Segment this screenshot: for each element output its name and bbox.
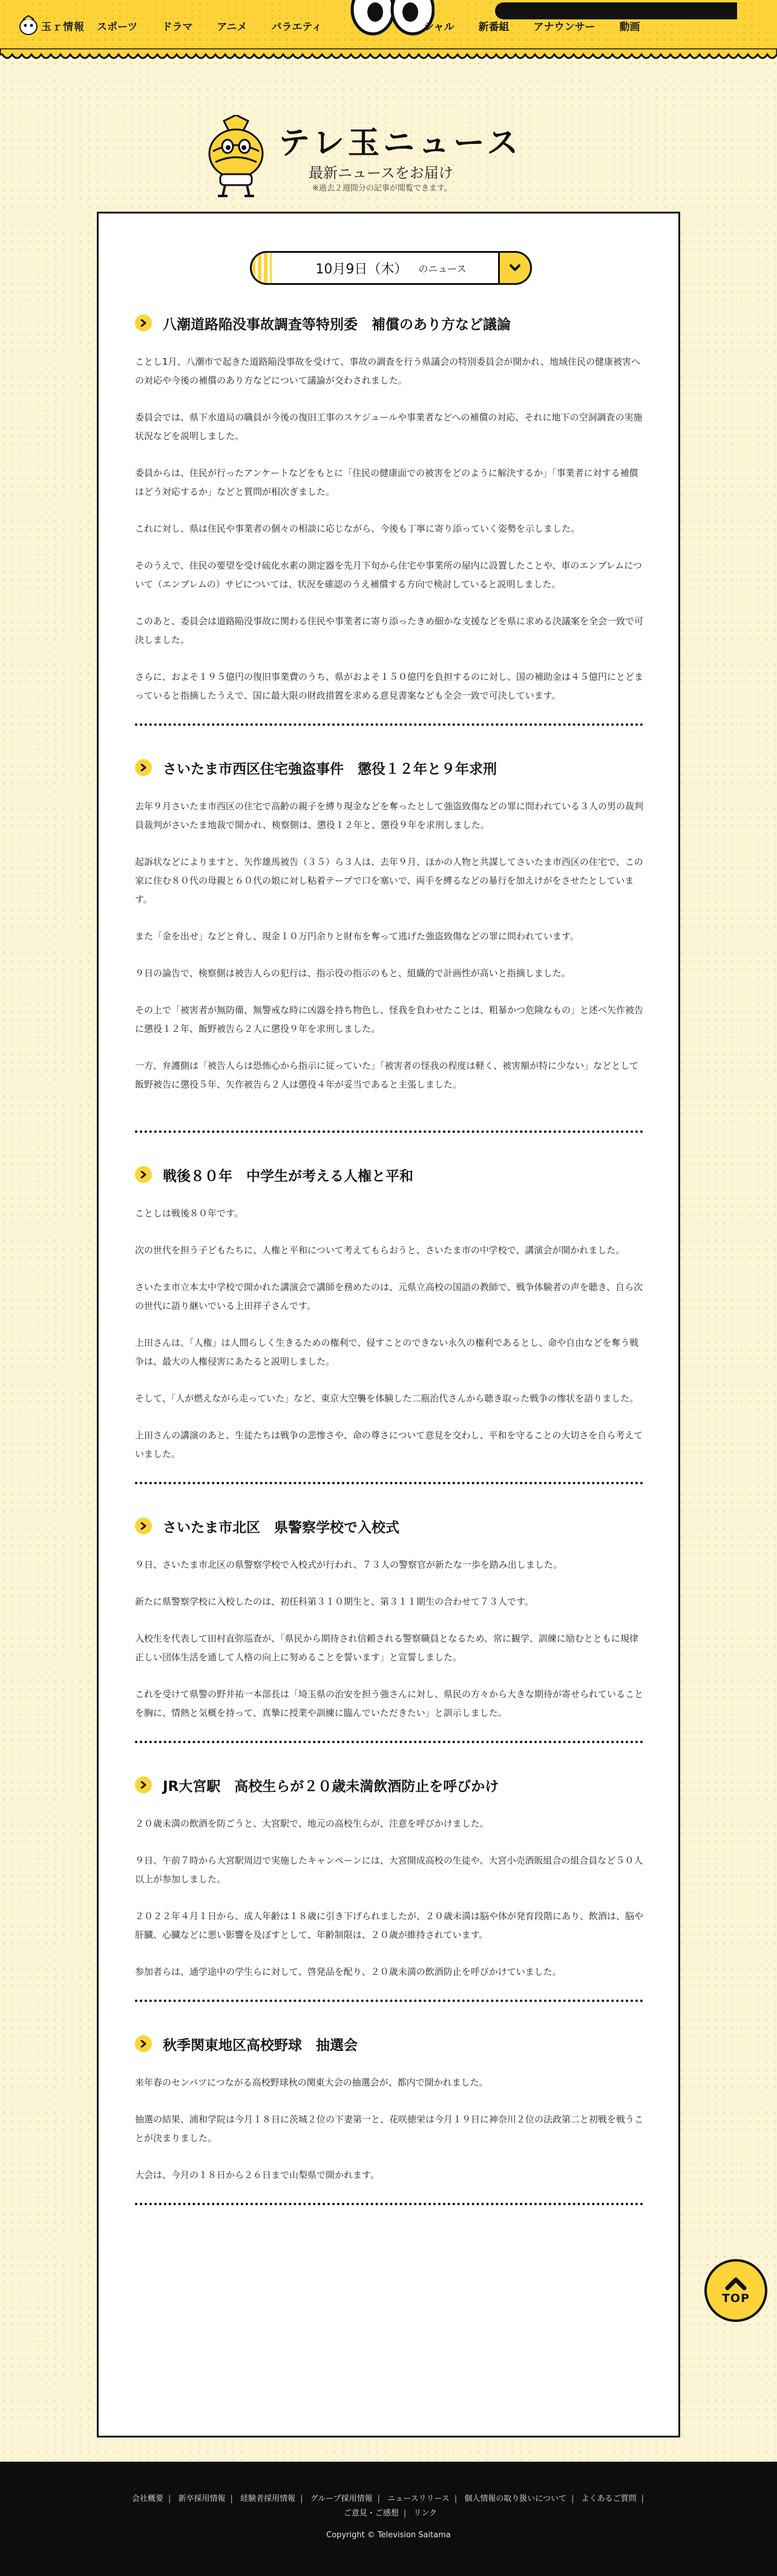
article-title: JR大宮駅 高校生らが２０歳未満飲酒防止を呼びかけ	[163, 1778, 499, 1795]
article-paragraph: 上田さんの講演のあと、生徒たちは戦争の悲惨さや、命の尊さについて意見を交わし、平和を守ることの大切さを自ら考えていました。	[135, 1430, 643, 1459]
news-panel	[97, 212, 680, 2437]
article-paragraph: このあと、委員会は道路陥没事故に関わる住民や事業者に寄り添ったきめ細かな支援などを県に求める決議案を全会一致で可決しました。	[135, 616, 644, 645]
article-paragraph: さらに、およそ１９５億円の復旧事業費のうち、県がおよそ１５０億円を負担するのに対し、国の補助金は４５億円にとどまっていると指摘したうえで、国に最大限の財政措置を求める意見書案なども全会一致で可決しています。	[135, 671, 644, 701]
chevron-right-bullet-icon	[135, 1166, 152, 1183]
article-paragraph: ことしは戦後８０年です。	[135, 1208, 243, 1219]
chevron-right-bullet-icon	[135, 759, 152, 776]
footer-link-group-recruit[interactable]: グループ採用情報	[310, 2494, 373, 2503]
article-paragraph: 去年９月さいたま市西区の住宅で高齢の親子を縛り現金などを奪ったとして強盗致傷などの罪に問われている３人の男の裁判員裁判がさいたま地裁で開かれ、検察側は、懲役１２年と、懲役９年を求刑しました。	[135, 801, 644, 830]
article-body	[135, 1815, 643, 1981]
article-paragraph: 上田さんは、「人権」は人間らしく生きるための権利で、侵すことのできない永久の権利であるとし、命や自由などを奪う戦争は、最大の人権侵害にあたると説明しました。	[135, 1337, 639, 1367]
nav-item-videos[interactable]: 動画	[619, 21, 640, 33]
nav-item-anime[interactable]: アニメ	[217, 21, 248, 33]
article-paragraph: 参加者らは、通学途中の学生らに対して、啓発品を配り、２０歳未満の飲酒防止を呼びかけていました。	[135, 1966, 562, 1977]
back-to-top-label: TOP	[721, 2292, 750, 2305]
article-paragraph: ２０２２年４月１日から、成人年齢は１８歳に引き下げられましたが、２０歳未満は脳や体が発育段階にあり、飲酒は、脳や肝臓、心臓などに悪い影響を及ぼすとして、年齢制限は、２０歳が維持されています。	[135, 1911, 644, 1940]
article-paragraph: 一方、弁護側は「被告人らは恐怖心から指示に従っていた」「被害者の怪我の程度は軽く、被害額が特に少ない」などとして飯野被告に懲役５年、矢作被告ら２人は懲役４年が妥当であると主張しました。	[135, 1060, 639, 1090]
news-article	[135, 310, 643, 726]
article-divider	[135, 2000, 643, 2002]
article-body	[135, 797, 643, 1094]
mascot-eyes-icon	[350, 0, 434, 36]
article-body	[135, 2073, 643, 2185]
article-divider	[135, 1130, 643, 1133]
article-paragraph: 次の世代を担う子どもたちに、人権と平和について考えてもらおうと、さいたま市の中学校で、講演会が開かれました。	[135, 1245, 625, 1256]
article-paragraph: 来年春のセンバツにつながる高校野球秋の関東大会の抽選会が、都内で開かれました。	[135, 2077, 488, 2088]
nav-item-drama[interactable]: ドラマ	[162, 21, 193, 33]
back-to-top-button[interactable]	[704, 2259, 767, 2322]
page-title-block	[200, 115, 539, 200]
date-dropdown-toggle[interactable]	[498, 251, 532, 285]
article-title: 戦後８０年 中学生が考える人権と平和	[163, 1168, 413, 1184]
article-paragraph: そして、「人が燃えながら走っていた」など、東京大空襲を体験した二瓶治代さんから聴き取った戦争の惨状を語りました。	[135, 1393, 639, 1404]
main-nav-right	[424, 18, 664, 33]
footer-link-links[interactable]: リンク	[413, 2509, 438, 2518]
article-title: さいたま市北区 県警察学校で入校式	[163, 1519, 399, 1536]
site-logo-text: 玉ｒ情報	[41, 21, 85, 33]
article-paragraph: ２０歳未満の飲酒を防ごうと、大宮駅で、地元の高校生らが、注意を呼びかけました。	[135, 1818, 489, 1829]
chevron-right-bullet-icon	[135, 1518, 152, 1534]
article-title: 八潮道路陥没事故調査等特別委 補償のあり方など議論	[163, 316, 511, 333]
copyright: Copyright © Television Saitama	[326, 2531, 451, 2540]
article-divider	[135, 1482, 643, 1484]
footer-link-news-release[interactable]: ニュースリリース	[387, 2494, 450, 2503]
site-logo[interactable]	[18, 13, 85, 37]
footer-separator: |	[571, 2494, 574, 2503]
article-header	[135, 2031, 643, 2056]
nav-item-new-programs[interactable]: 新番組	[478, 21, 510, 33]
nav-item-variety[interactable]: バラエティ	[271, 21, 323, 33]
news-article	[135, 1162, 643, 1484]
footer-separator: |	[300, 2494, 303, 2503]
page-note: ※過去２週間分の記事が閲覧できます。	[312, 184, 452, 193]
article-body	[135, 1556, 643, 1723]
article-paragraph: 委員会では、県下水道局の職員が今後の復旧工事のスケジュールや事業者などへの補償の対応、それに地下の空洞調査の実施状況などを説明しました。	[135, 412, 643, 442]
article-header	[135, 755, 643, 780]
article-paragraph: 入校生を代表して田村直弥巡査が、「県民から期待され信頼される警察職員となるため、常に観学、訓練に励むとともに規律正しい団体生活を通して人格の向上に努めることを誓います」と宣誓しました。	[135, 1633, 638, 1663]
article-header	[135, 310, 643, 336]
header-utility-bar	[495, 2, 737, 19]
chevron-right-bullet-icon	[135, 1776, 152, 1793]
nav-item-special[interactable]: シャル	[424, 21, 454, 33]
article-paragraph: そのうえで、住民の要望を受け硫化水素の測定器を先月下旬から住宅や事業所の屋内に設置したことや、車のエンブレムについて（エンブレムの）サビについては、状況を確認のうえ補償する方向で検討していると説明しました。	[135, 560, 642, 590]
footer-link-faq[interactable]: よくあるご質問	[581, 2494, 637, 2503]
article-paragraph: ９日、午前７時から大宮駅周辺で実施したキャンペーンには、大宮開成高校の生徒や、大宮小売酒販組合の組合員など５０人以上が参加しました。	[135, 1855, 643, 1885]
news-article	[135, 1513, 643, 1743]
footer-separator: |	[230, 2494, 233, 2503]
article-paragraph: これに対し、県は住民や事業者の個々の相談に応じながら、今後も丁寧に寄り添っていく姿勢を示しました。	[135, 523, 580, 534]
footer-link-company[interactable]: 会社概要	[131, 2494, 163, 2503]
footer-separator: |	[168, 2494, 171, 2503]
article-header	[135, 1513, 643, 1539]
article-paragraph: さいたま市立本太中学校で開かれた講演会で講師を務めたのは、元県立高校の国語の教師で、戦争体験者の声を聴き、自ら次の世代に語り継いでいる上田祥子さんです。	[135, 1282, 643, 1311]
date-selector-cap	[250, 251, 272, 285]
article-paragraph: 抽選の結果、浦和学院は今月１８日に茨城２位の下妻第一と、花咲徳栄は今月１９日に神奈川２位の法政第二と初戦を戦うことが決まりました。	[135, 2114, 644, 2144]
article-header	[135, 1162, 643, 1187]
site-footer	[0, 2462, 777, 2576]
footer-separator: |	[454, 2494, 457, 2503]
nav-item-sports[interactable]: スポーツ	[97, 21, 138, 33]
article-divider	[135, 723, 643, 726]
article-paragraph: ことし1月、八潮市で起きた道路陥没事故を受けて、事故の調査を行う県議会の特別委員会が開かれ、地域住民の健康被害への対応や今後の補償のあり方などについて議論が交わされました。	[135, 356, 641, 386]
mascot-icon	[18, 15, 39, 36]
article-paragraph: これを受けて県警の野井祐一本部長は「埼玉県の治安を担う強さんに対し、県民の方々から大きな期待が寄せられていることを胸に、情熱と気概を持って、真摯に授業や訓練に臨んでいただきたい」と訓示しました。	[135, 1689, 644, 1718]
footer-link-career-recruit[interactable]: 経験者採用情報	[240, 2494, 296, 2503]
article-paragraph: ９日の論告で、検察側は被告人らの犯行は、指示役の指示のもと、組織的で計画性が高いと指摘しました。	[135, 968, 571, 979]
chevron-up-icon	[724, 2276, 748, 2292]
article-title: 秋季関東地区高校野球 抽選会	[163, 2037, 358, 2053]
date-suffix: のニュース	[418, 262, 467, 275]
site-header	[0, 0, 777, 54]
article-paragraph: その上で「被害者が無防備、無警戒な時に凶器を持ち物色し、怪我を負わせたことは、粗暴かつ危険なもの」と述べ矢作被告に懲役１２年、飯野被告ら２人に懲役９年を求刑しました。	[135, 1005, 644, 1034]
article-body	[135, 353, 643, 705]
footer-separator: |	[641, 2494, 644, 2503]
footer-link-privacy[interactable]: 個人情報の取り扱いについて	[464, 2494, 567, 2503]
tele-tama-mascot-icon	[200, 115, 272, 200]
article-paragraph: 起訴状などによりますと、矢作雄馬被告（３５）ら３人は、去年９月、ほかの人物と共謀してさいたま市西区の住宅で、この家に住む８０代の母親と６０代の娘に対し粘着テープで口を塞いで、両手を縛るなどの暴行を加えけがをさせたとしています。	[135, 856, 643, 905]
news-article-list	[135, 310, 643, 2234]
footer-link-new-grad-recruit[interactable]: 新卒採用情報	[178, 2494, 226, 2503]
news-article	[135, 1772, 643, 2002]
article-paragraph: 委員からは、住民が行ったアンケートなどをもとに「住民の健康面での被害をどのように解決するか」「事業者に対する補償はどう対応するか」などと質問が相次ぎました。	[135, 468, 638, 497]
article-divider	[135, 2203, 643, 2205]
page-title: テレ玉ニュース	[278, 125, 522, 161]
article-header	[135, 1772, 643, 1798]
nav-item-announcers[interactable]: アナウンサー	[533, 21, 595, 33]
date-selector[interactable]	[250, 251, 532, 285]
page-subtitle: 最新ニュースをお届け	[309, 165, 453, 181]
article-paragraph: ９日、さいたま市北区の県警察学校で入校式が行われ、７３人の警察官が新たな一歩を踏み出しました。	[135, 1559, 562, 1570]
footer-separator: |	[377, 2494, 380, 2503]
footer-links	[127, 2492, 654, 2521]
article-paragraph: また「金を出せ」などと脅し、現金１０万円余りと財布を奪って逃げた強盗致傷などの罪に問われています。	[135, 931, 579, 942]
header-wave-edge	[0, 48, 777, 64]
news-article	[135, 2031, 643, 2205]
article-title: さいたま市西区住宅強盗事件 懲役１２年と９年求刑	[163, 761, 497, 777]
chevron-down-icon	[509, 264, 521, 272]
chevron-right-bullet-icon	[135, 2035, 152, 2052]
news-article	[135, 755, 643, 1133]
main-nav-left	[97, 18, 346, 33]
footer-separator: |	[403, 2509, 407, 2518]
article-paragraph: 新たに県警察学校に入校したのは、初任科第３１０期生と、第３１１期生の合わせて７３人です。	[135, 1596, 534, 1607]
footer-link-feedback[interactable]: ご意見・ご感想	[343, 2509, 399, 2518]
article-divider	[135, 1741, 643, 1743]
article-body	[135, 1204, 643, 1464]
selected-date: 10月9日（木）	[315, 261, 408, 277]
chevron-right-bullet-icon	[135, 315, 152, 331]
article-paragraph: 大会は、今月の１８日から２６日まで山梨県で開かれます。	[135, 2170, 379, 2180]
